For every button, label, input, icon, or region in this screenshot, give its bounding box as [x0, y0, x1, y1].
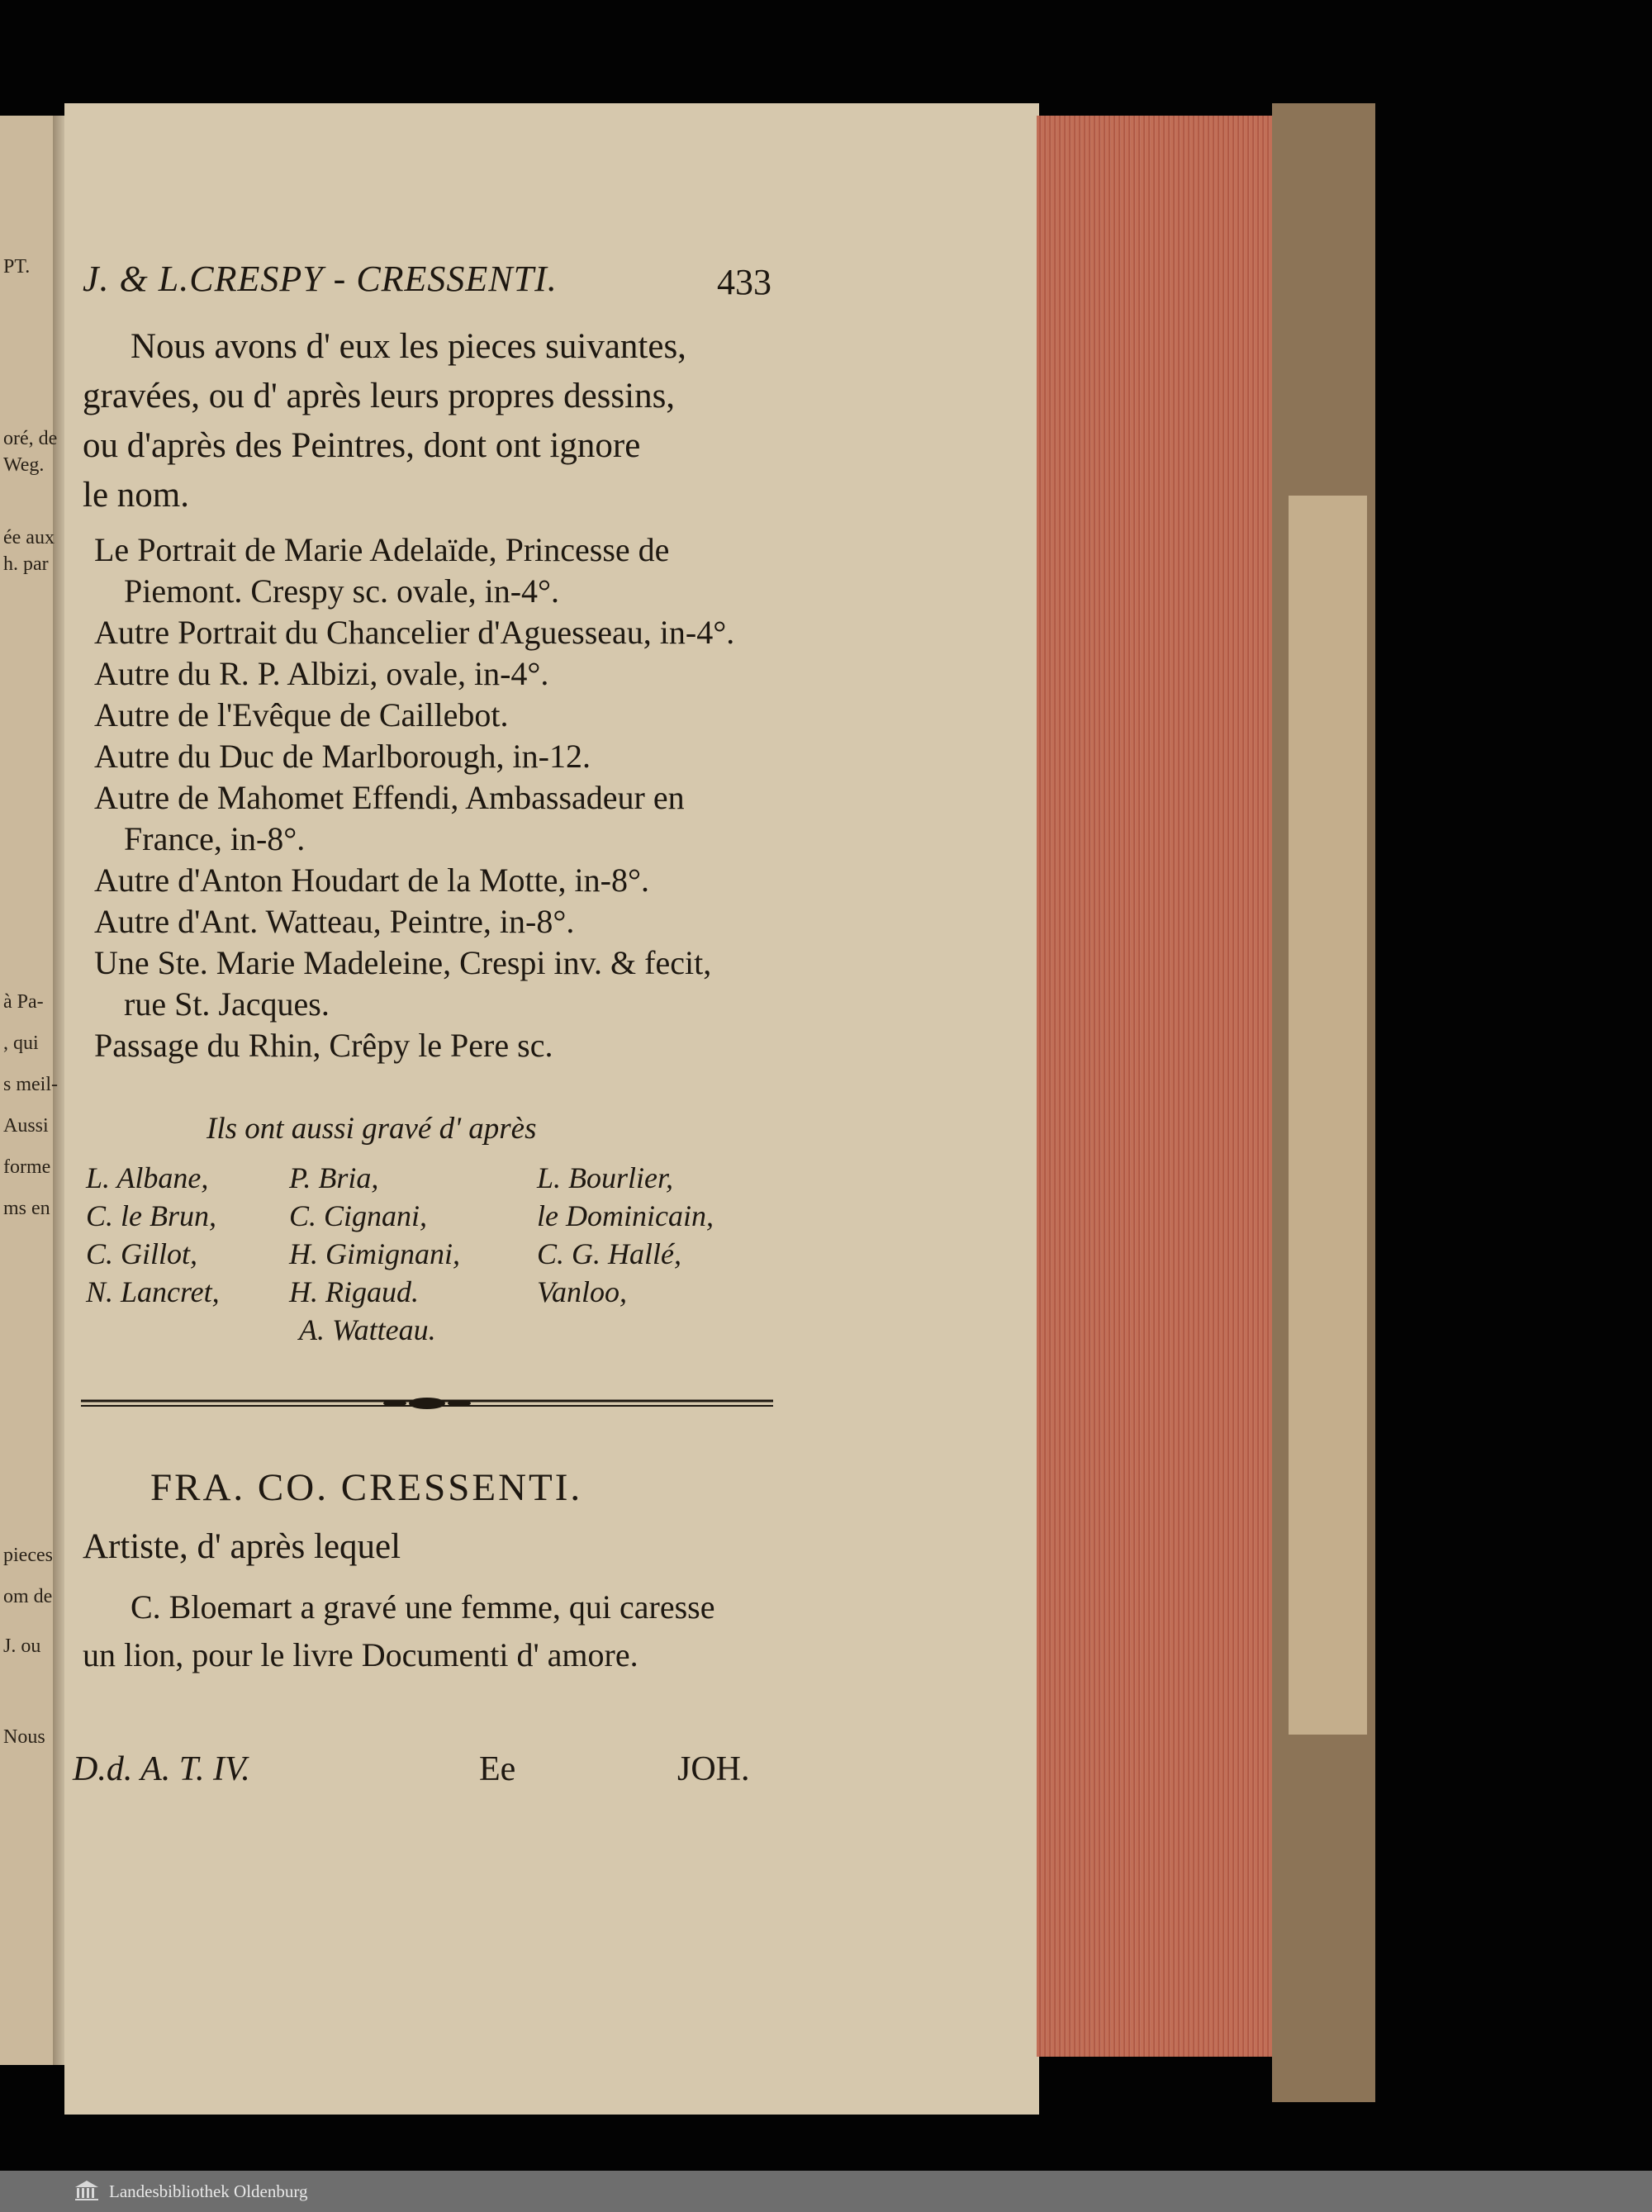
- work-entry: Autre Portrait du Chancelier d'Aguesseau, in-4°.: [94, 614, 735, 651]
- left-fragment: PT.: [3, 256, 31, 278]
- left-fragment: forme: [3, 1156, 51, 1178]
- left-fragment: ms en: [3, 1198, 50, 1219]
- library-name[interactable]: Landesbibliothek Oldenburg: [109, 2181, 308, 2201]
- left-fragment: Weg.: [3, 454, 45, 476]
- left-fragment: pieces: [3, 1545, 53, 1566]
- section-line: C. Bloemart a gravé une femme, qui caresse: [131, 1588, 715, 1626]
- artist-name: le Dominicain,: [537, 1199, 714, 1232]
- work-entry: rue St. Jacques.: [124, 985, 330, 1023]
- intro-line: Nous avons d' eux les pieces suivantes,: [131, 327, 686, 366]
- left-fragment: , qui: [3, 1032, 39, 1054]
- library-building-icon: [74, 2180, 99, 2201]
- left-fragment: oré, de: [3, 428, 58, 449]
- work-entry: Autre de l'Evêque de Caillebot.: [94, 696, 509, 733]
- artist-name: C. G. Hallé,: [537, 1237, 681, 1270]
- page-edges: [1037, 116, 1276, 2057]
- section-line: un lion, pour le livre Documenti d' amore.: [83, 1636, 638, 1673]
- artist-name: L. Albane,: [86, 1161, 209, 1194]
- artist-name: A. Watteau.: [299, 1313, 436, 1346]
- work-entry: Une Ste. Marie Madeleine, Crespi inv. & fecit,: [94, 944, 712, 981]
- work-entry: Autre du Duc de Marlborough, in-12.: [94, 738, 591, 775]
- left-fragment: Nous: [3, 1726, 45, 1748]
- catchword: JOH.: [677, 1750, 750, 1788]
- artist-name: Vanloo,: [537, 1275, 628, 1308]
- ornamental-rule: [81, 1398, 773, 1409]
- left-fragment: h. par: [3, 553, 49, 575]
- engraved-after-heading: Ils ont aussi gravé d' après: [206, 1112, 537, 1146]
- work-entry: France, in-8°.: [124, 820, 306, 857]
- section-title: FRA. CO. CRESSENTI.: [150, 1466, 583, 1509]
- artist-name: H. Rigaud.: [289, 1275, 419, 1308]
- work-entry: Autre d'Ant. Watteau, Peintre, in-8°.: [94, 903, 575, 940]
- artist-name: C. Gillot,: [86, 1237, 198, 1270]
- artist-name: N. Lancret,: [86, 1275, 220, 1308]
- running-head: J. & L.CRESPY - CRESSENTI.: [83, 259, 558, 299]
- artist-name: P. Bria,: [289, 1161, 379, 1194]
- cover-board: [1289, 496, 1367, 1735]
- intro-line: ou d'après des Peintres, dont ont ignore: [83, 426, 641, 465]
- work-entry: Passage du Rhin, Crêpy le Pere sc.: [94, 1027, 553, 1064]
- left-fragment: J. ou: [3, 1635, 41, 1657]
- artist-name: L. Bourlier,: [537, 1161, 674, 1194]
- left-fragment: ée aux: [3, 527, 55, 548]
- section-line: Artiste, d' après lequel: [83, 1527, 401, 1566]
- gathering-mark: Ee: [479, 1750, 516, 1788]
- left-fragment: Aussi: [3, 1115, 49, 1137]
- intro-line: gravées, ou d' après leurs propres dessins,: [83, 377, 676, 415]
- work-entry: Piemont. Crespy sc. ovale, in-4°.: [124, 572, 560, 610]
- signature-mark: D.d. A. T. IV.: [73, 1750, 250, 1788]
- artist-name: C. Cignani,: [289, 1199, 428, 1232]
- artist-name: H. Gimignani,: [289, 1237, 460, 1270]
- work-entry: Autre d'Anton Houdart de la Motte, in-8°.: [94, 862, 649, 899]
- intro-line: le nom.: [83, 476, 189, 515]
- left-fragment: om de: [3, 1586, 53, 1607]
- left-fragment: à Pa-: [3, 991, 44, 1013]
- page-number: 433: [717, 262, 771, 302]
- left-fragment: s meil-: [3, 1074, 58, 1095]
- artist-name: C. le Brun,: [86, 1199, 216, 1232]
- work-entry: Autre de Mahomet Effendi, Ambassadeur en: [94, 779, 685, 816]
- work-entry: Autre du R. P. Albizi, ovale, in-4°.: [94, 655, 549, 692]
- work-entry: Le Portrait de Marie Adelaïde, Princesse de: [94, 531, 670, 568]
